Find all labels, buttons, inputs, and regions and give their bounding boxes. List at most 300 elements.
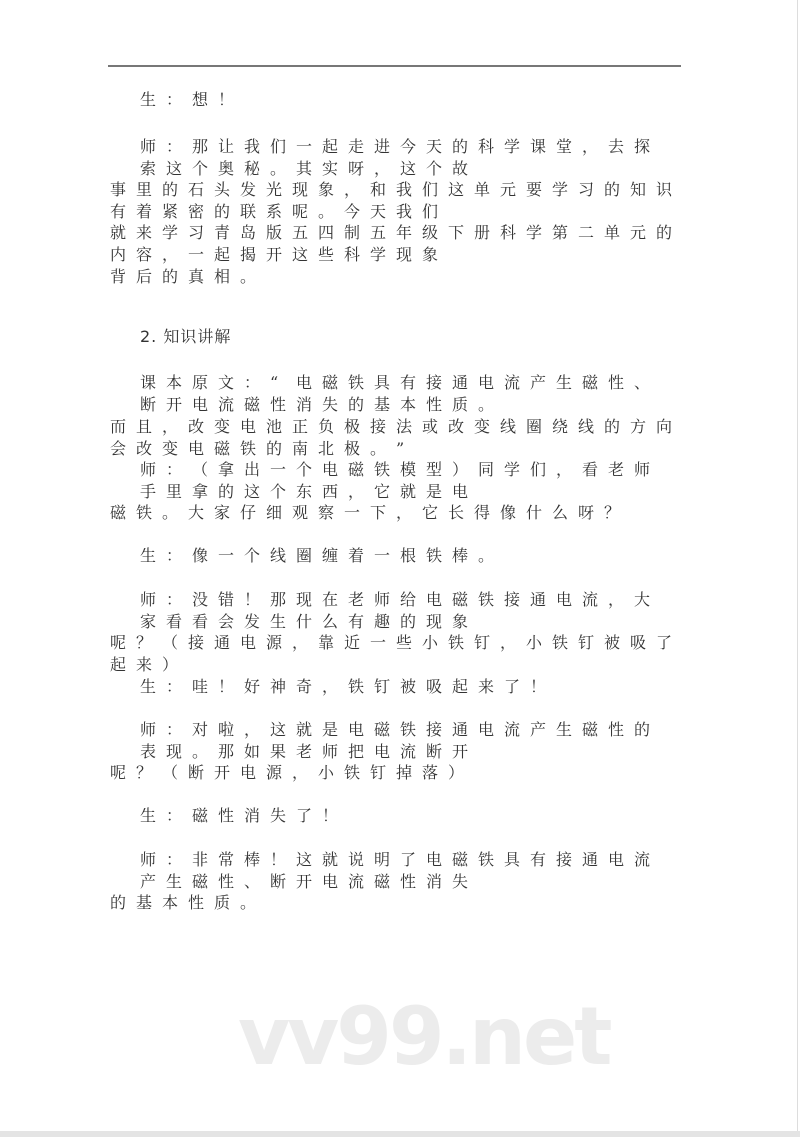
text-char: 内 [110,245,127,264]
text-char: 我 [396,202,413,221]
text-char: 根 [400,546,417,565]
paragraph-line [110,502,682,524]
text-char: ， [344,180,361,199]
text-char: 来 [136,223,153,242]
text-char: 这 [166,159,183,178]
text-char: 错 [218,590,235,609]
text-char: 同 [478,460,495,479]
text-char: “ [270,373,279,392]
text-char: 磁 [452,590,469,609]
text-char: 吸 [630,633,647,652]
text-char: 钉 [474,633,491,652]
text-char: 元 [500,180,517,199]
text-char: 生 [556,720,573,739]
text-char: 磁 [192,872,209,891]
text-char: 被 [604,633,621,652]
text-char: 长 [448,503,465,522]
text-char: 的 [218,482,235,501]
text-char: 表 [140,742,157,761]
text-char: 走 [348,137,365,156]
text-char: 课 [140,373,157,392]
text-char: 且 [136,417,153,436]
text-char: 看 [166,612,183,631]
text-char: ” [396,439,405,458]
text-char: 我 [244,137,261,156]
text-char: 如 [244,742,261,761]
text-char: 奇 [296,677,313,696]
text-char: 棒 [244,850,261,869]
paragraph-line [140,849,682,893]
text-char: ： [166,720,183,739]
text-char: 断 [426,742,443,761]
text-char: 个 [426,159,443,178]
text-char: 五 [292,223,309,242]
text-char: 学 [162,223,179,242]
text-char: 师 [634,460,651,479]
text-char: 被 [400,677,417,696]
text-char: 现 [396,245,413,264]
text-char: 接 [426,373,443,392]
text-char: 流 [400,742,417,761]
text-char: 现 [296,590,313,609]
text-char: 个 [192,159,209,178]
text-char: 师 [140,850,157,869]
text-char: 线 [500,417,517,436]
text-char: 消 [426,872,443,891]
text-char: 头 [214,180,231,199]
text-char: 电 [452,482,469,501]
text-char: 流 [504,373,521,392]
text-char: 它 [422,503,439,522]
text-char: 师 [322,742,339,761]
text-char: 学 [526,223,543,242]
text-char: 磁 [582,720,599,739]
text-char: 像 [500,503,517,522]
text-char: ） [448,763,465,782]
text-char: 起 [214,245,231,264]
text-char: 接 [426,720,443,739]
text-char: 铁 [348,677,365,696]
text-char: 像 [192,546,209,565]
text-char: 磁 [374,720,391,739]
text-char: 这 [270,720,287,739]
text-char: 了 [504,677,521,696]
text-char: 的 [634,720,651,739]
text-char: 绕 [552,417,569,436]
watermark: vv99.net [238,990,610,1083]
text-char: 学 [504,460,521,479]
text-char: 起 [452,677,469,696]
text-char: 这 [244,482,261,501]
paragraph-line [140,676,682,698]
text-char: 这 [448,180,465,199]
text-char: 师 [140,720,157,739]
page-bottom-edge [0,1131,800,1137]
text-char: 下 [370,503,387,522]
text-char: 元 [630,223,647,242]
text-char: 生 [140,90,157,109]
text-char: 岛 [240,223,257,242]
text-char: 消 [296,395,313,414]
text-char: 。 [240,893,257,912]
text-char: ： [166,90,183,109]
section-heading: 2. 知识讲解 [140,327,232,346]
text-char: 让 [218,137,235,156]
text-char: 没 [192,590,209,609]
paragraph-line [110,762,682,784]
text-char: 小 [422,633,439,652]
text-char: 拿 [192,482,209,501]
text-char: 的 [214,202,231,221]
text-char: 磁 [244,395,261,414]
text-char: 铁 [240,439,257,458]
text-char: 会 [110,439,127,458]
text-char: 拿 [218,460,235,479]
text-char: 性 [218,806,235,825]
text-char: 老 [348,590,365,609]
text-char: 电 [322,460,339,479]
text-char: 么 [552,503,569,522]
text-char: 小 [526,633,543,652]
text-char: 什 [526,503,543,522]
text-char: 家 [140,612,157,631]
paragraph-line [140,89,682,111]
text-char: 这 [292,245,309,264]
text-char: 青 [214,223,231,242]
text-char: 大 [188,503,205,522]
text-char: 生 [140,546,157,565]
text-char: 科 [344,245,361,264]
text-char: 流 [582,590,599,609]
text-char: 消 [244,806,261,825]
text-char: 性 [608,720,625,739]
text-char: 个 [270,482,287,501]
text-char: 性 [400,872,417,891]
text-char: 制 [344,223,361,242]
text-char: （ [192,460,209,479]
text-char: 那 [218,742,235,761]
text-char: 师 [140,590,157,609]
text-char: 流 [348,872,365,891]
text-char: 有 [110,202,127,221]
text-char: 和 [370,180,387,199]
text-char: 奥 [218,159,235,178]
text-char: 南 [292,439,309,458]
text-char: ， [322,677,339,696]
text-char: 文 [218,373,235,392]
text-char: 其 [296,159,313,178]
text-char: 现 [426,612,443,631]
text-char: 基 [374,395,391,414]
text-char: 棒 [452,546,469,565]
text-char: ） [452,460,469,479]
text-char: 圈 [526,417,543,436]
text-char: 产 [530,373,547,392]
text-char: 细 [266,503,283,522]
text-char: 电 [188,439,205,458]
text-char: ， [348,482,365,501]
text-char: 靠 [318,633,335,652]
text-char: ， [292,763,309,782]
text-char: 一 [270,460,287,479]
text-char: 负 [318,417,335,436]
text-char: 法 [396,417,413,436]
text-char: 变 [474,417,491,436]
paragraph-line [110,892,682,914]
text-char: ， [244,720,261,739]
text-char: 有 [530,850,547,869]
text-char: 电 [192,395,209,414]
text-char: 源 [266,763,283,782]
paragraph-line [140,805,682,827]
text-char: 的 [348,395,365,414]
text-char: 师 [374,590,391,609]
text-char: 联 [240,202,257,221]
text-char: 有 [348,612,365,631]
text-char: 开 [452,742,469,761]
text-char: 具 [504,850,521,869]
text-char: 磁 [110,503,127,522]
text-char: 四 [318,223,335,242]
text-char: 开 [266,245,283,264]
text-char: 磁 [374,872,391,891]
text-char: 变 [162,439,179,458]
text-char: 容 [136,245,153,264]
text-char: 要 [526,180,543,199]
text-char: ， [556,460,573,479]
text-char: 线 [270,546,287,565]
text-char: 象 [422,245,439,264]
text-char: 铁 [374,460,391,479]
text-char: 习 [578,180,595,199]
text-char: 学 [504,137,521,156]
text-char: 本 [166,373,183,392]
text-char: 故 [452,159,469,178]
text-char: ： [244,373,261,392]
text-char: 改 [448,417,465,436]
text-char: 铁 [478,590,495,609]
text-char: 了 [400,850,417,869]
text-char: 堂 [556,137,573,156]
text-char: 单 [474,180,491,199]
text-char: 产 [140,872,157,891]
text-char: 圈 [296,546,313,565]
text-char: 来 [478,677,495,696]
text-char: 失 [270,806,287,825]
text-char: 失 [452,872,469,891]
text-char: 今 [344,202,361,221]
text-char: 磁 [322,373,339,392]
paragraph-line [140,545,682,567]
text-char: 流 [634,850,651,869]
text-char: 流 [504,720,521,739]
text-char: 一 [296,137,313,156]
text-char: 掉 [396,763,413,782]
text-char: 通 [530,590,547,609]
text-char: 们 [422,180,439,199]
text-char: 落 [422,763,439,782]
text-char: 接 [370,417,387,436]
text-char: 性 [608,373,625,392]
text-char: 着 [136,202,153,221]
text-char: 一 [188,245,205,264]
text-char: 这 [400,159,417,178]
text-char: 年 [396,223,413,242]
text-char: ？ [604,503,621,522]
text-char: 性 [270,395,287,414]
text-char: 线 [578,417,595,436]
text-char: 着 [348,546,365,565]
text-char: 手 [140,482,157,501]
text-char: 那 [192,137,209,156]
text-char: 个 [296,460,313,479]
text-char: 铁 [136,503,153,522]
text-char: 探 [634,137,651,156]
text-char: 钉 [370,763,387,782]
text-char: 、 [634,373,651,392]
text-char: 了 [656,633,673,652]
text-char: 看 [192,612,209,631]
text-char: 的 [110,893,127,912]
text-char: ！ [244,590,261,609]
text-char: ： [166,137,183,156]
text-char: 揭 [240,245,257,264]
text-char: ， [396,503,413,522]
text-char: ， [162,417,179,436]
text-char: 科 [500,223,517,242]
text-char: 进 [374,137,391,156]
text-char: 质 [214,893,231,912]
text-char: 识 [656,180,673,199]
text-char: 科 [478,137,495,156]
text-char: 电 [556,590,573,609]
text-char: 通 [582,850,599,869]
text-char: ， [292,633,309,652]
text-char: 果 [270,742,287,761]
text-char: 趣 [374,612,391,631]
text-char: 极 [344,439,361,458]
text-char: 磁 [192,806,209,825]
text-char: 背 [110,267,127,286]
text-char: 相 [214,267,231,286]
text-char: 现 [166,742,183,761]
text-char: 天 [370,202,387,221]
text-char: 版 [266,223,283,242]
text-char: 就 [400,482,417,501]
text-char: 些 [396,633,413,652]
text-char: 发 [244,612,261,631]
text-char: 。 [162,503,179,522]
text-char: 们 [422,202,439,221]
text-char: 极 [344,417,361,436]
text-char: 电 [240,763,257,782]
text-char: 生 [166,872,183,891]
text-char: 级 [422,223,439,242]
paragraph-line [110,266,682,288]
text-char: 接 [556,850,573,869]
text-char: 密 [188,202,205,221]
text-char: 铁 [552,633,569,652]
text-char: ？ [136,633,153,652]
text-char: 铁 [400,720,417,739]
paragraph-line [140,589,682,633]
text-char: 方 [630,417,647,436]
text-char: 这 [296,850,313,869]
text-char: 大 [634,590,651,609]
text-char: 接 [504,590,521,609]
text-char: 。 [370,439,387,458]
text-char: 性 [188,893,205,912]
text-char: 起 [322,137,339,156]
text-char: ： [166,590,183,609]
text-char: 们 [530,460,547,479]
text-char: 的 [604,180,621,199]
text-char: ， [608,590,625,609]
text-char: 生 [556,373,573,392]
text-char: 电 [240,417,257,436]
text-char: 电 [296,373,313,392]
text-char: 呀 [348,159,365,178]
text-char: 的 [162,180,179,199]
text-char: 改 [136,439,153,458]
text-char: 得 [474,503,491,522]
text-char: 磁 [452,850,469,869]
text-char: 第 [552,223,569,242]
text-char: 质 [452,395,469,414]
text-char: 西 [322,482,339,501]
text-char: 吸 [426,677,443,696]
text-char: 。 [240,267,257,286]
text-char: 缠 [322,546,339,565]
paragraph-line [110,179,682,223]
text-char: 开 [166,395,183,414]
text-char: ？ [136,763,153,782]
text-char: 真 [188,267,205,286]
paragraph-line [140,372,682,416]
text-char: ！ [270,850,287,869]
text-char: 池 [266,417,283,436]
text-char: 那 [270,590,287,609]
text-char: 生 [140,677,157,696]
text-char: 发 [240,180,257,199]
text-char: 常 [218,850,235,869]
text-char: 具 [374,373,391,392]
paragraph-line [110,632,682,676]
text-char: 开 [296,872,313,891]
text-char: 正 [292,417,309,436]
text-char: 而 [110,417,127,436]
text-char: 五 [370,223,387,242]
text-char: 基 [136,893,153,912]
text-char: 近 [344,633,361,652]
text-char: 是 [322,720,339,739]
text-char: 电 [608,850,625,869]
text-char: 。 [318,202,335,221]
text-char: 一 [374,546,391,565]
text-char: 师 [140,137,157,156]
text-char: 流 [218,395,235,414]
text-char: 们 [270,137,287,156]
text-char: 就 [110,223,127,242]
paragraph-line [140,459,682,503]
text-char: 课 [530,137,547,156]
text-char: 索 [140,159,157,178]
text-char: 或 [422,417,439,436]
text-char: 师 [140,460,157,479]
text-char: 现 [292,180,309,199]
text-char: 。 [192,742,209,761]
text-char: 了 [296,806,313,825]
